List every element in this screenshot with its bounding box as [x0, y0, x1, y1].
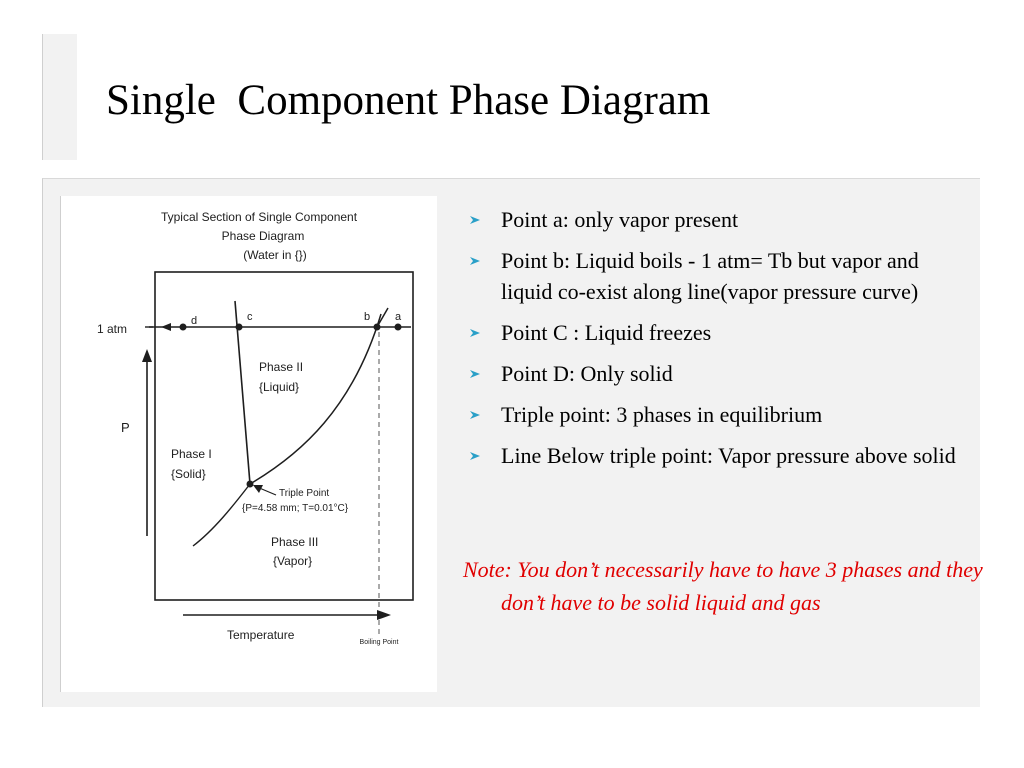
arrow-bullet-icon [469, 358, 483, 389]
temperature-axis-arrowhead [377, 610, 391, 620]
phase-vapor-substance: {Vapor} [273, 554, 313, 568]
arrow-bullet-icon [469, 399, 483, 430]
caption-line-3: (Water in {}) [243, 248, 307, 262]
triple-point-value: {P=4.58 mm; T=0.01°C} [242, 503, 349, 514]
bullet-text: Point D: Only solid [501, 361, 673, 386]
bullet-item [463, 317, 963, 348]
bullet-item [463, 440, 963, 471]
phase-diagram-figure [60, 196, 437, 692]
phase-solid-substance: {Solid} [171, 467, 206, 481]
phase-solid-name: Phase I [171, 447, 212, 461]
arrow-bullet-icon [469, 440, 483, 471]
phase-vapor-name: Phase III [271, 535, 319, 549]
boiling-point-label: Boiling Point [359, 639, 399, 646]
bullet-item [463, 358, 963, 389]
arrow-bullet-icon [469, 204, 483, 235]
one-atm-arrowhead [161, 323, 171, 331]
caption-line-2: Phase Diagram [221, 229, 305, 243]
fusion-curve [235, 301, 250, 484]
temperature-axis-label: Temperature [227, 628, 295, 642]
note-text: Note: You don’t necessarily have to have 3 phases and they don’t have to be solid liquid and gas [463, 557, 983, 615]
caption-line-1: Typical Section of Single Component [160, 210, 358, 224]
arrow-bullet-icon [469, 245, 483, 276]
vapor-pressure-curve-end [377, 308, 388, 327]
pressure-marker-label: 1 atm [97, 322, 128, 336]
bullet-item [463, 399, 963, 430]
bullet-text: Point b: Liquid boils - 1 atm= Tb but vapor and liquid co-exist along line(vapor pressure curve) [501, 248, 919, 304]
sublimation-curve [193, 484, 250, 546]
pressure-axis-label: P [121, 420, 130, 435]
bullet-item [463, 204, 963, 235]
title-accent-bar [42, 34, 77, 160]
point-a [395, 324, 402, 331]
slide-title: Single Component Phase Diagram [106, 77, 711, 124]
pressure-axis-arrowhead [142, 349, 152, 362]
triple-point-label: Triple Point [279, 488, 330, 499]
vapor-pressure-curve [250, 314, 381, 484]
phase-liquid-name: Phase II [259, 360, 304, 374]
point-d-label: d [191, 315, 198, 327]
point-b-label: b [364, 311, 371, 323]
point-c-label: c [247, 311, 253, 323]
bullet-text: Triple point: 3 phases in equilibrium [501, 402, 823, 427]
bullet-text: Point C : Liquid freezes [501, 320, 712, 345]
bullet-text: Line Below triple point: Vapor pressure above solid [501, 443, 956, 468]
point-a-label: a [395, 311, 402, 323]
bullet-text: Point a: only vapor present [501, 207, 739, 232]
triple-point [247, 481, 254, 488]
phase-liquid-substance: {Liquid} [259, 380, 300, 394]
bullet-list [463, 204, 963, 481]
bullet-item [463, 245, 963, 307]
phase-diagram [61, 196, 437, 692]
arrow-bullet-icon [469, 317, 483, 348]
point-d [180, 324, 187, 331]
